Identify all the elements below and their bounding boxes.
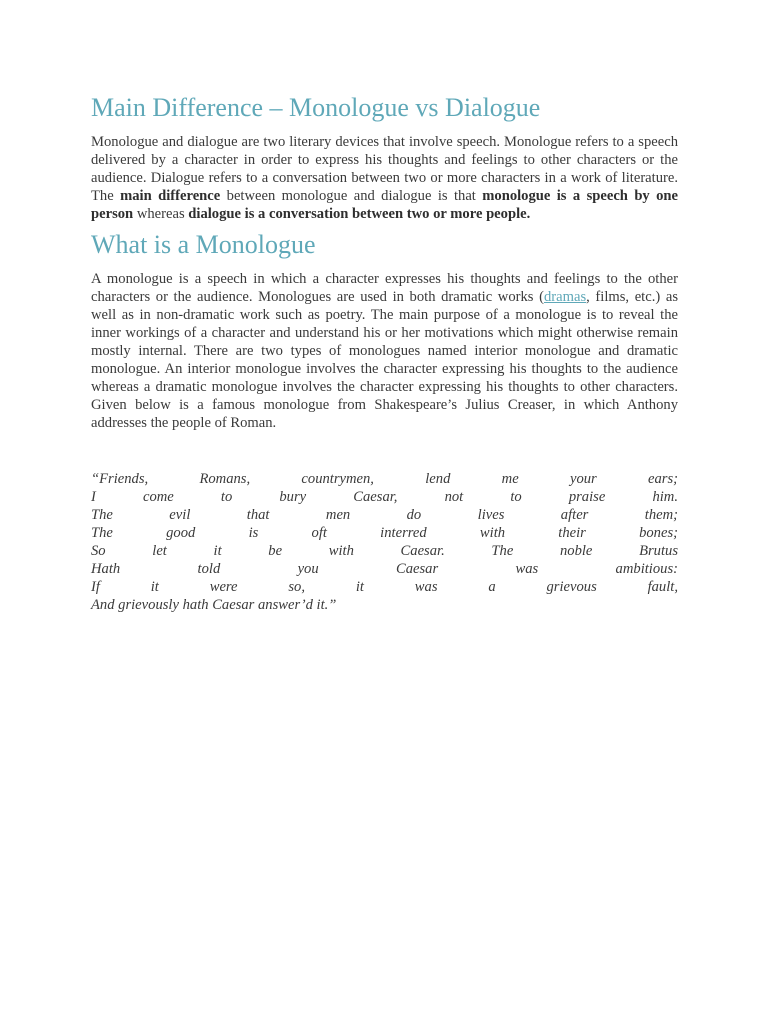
verse-line: The good is oft interred with their bones; (91, 525, 678, 541)
verse-line: Hath told you Caesar was ambitious: (91, 561, 678, 577)
verse-line: So let it be with Caesar. The noble Brutus (91, 543, 678, 559)
intro-bold-1: main difference (120, 188, 221, 204)
intro-text-1: Monologue and dialogue are two literary devices that involve speech. Monologue refers to a speech delivered by a character in order to express his thoughts and feelings to other characters or the audience. Dialogue refers to a conversation between two or more characters in a work of literature. The (91, 134, 678, 204)
section-heading: What is a Monologue (91, 230, 316, 259)
monologue-text-2: , films, etc.) as well as in non-dramatic work such as poetry. The main purpose of a monologue is to reveal the inner workings of a character and understand his or her motivations which might otherwise remain mostly internal. There are two types of monologues named interior monologue and dramatic monologue. An interior monologue involves the character expressing his thoughts to the audience whereas a dramatic monologue involves the character expressing his thoughts to other characters. Given below is a famous monologue from Shakespeare’s Julius Creaser, in which Anthony addresses the people of Roman. (91, 289, 679, 431)
intro-text-2: between monologue and dialogue is that (220, 188, 483, 204)
monologue-text-1: A monologue is a speech in which a character expresses his thoughts and feelings to the other characters or the audience. Monologues are used in both dramatic works ( (91, 271, 678, 305)
dramas-link[interactable]: dramas (543, 289, 587, 305)
intro-paragraph (91, 133, 678, 223)
verse-line: “Friends, Romans, countrymen, lend me your ears; (91, 471, 678, 487)
verse-quote (91, 470, 678, 614)
verse-line: And grievously hath Caesar answer’d it.” (91, 597, 337, 613)
monologue-paragraph (91, 270, 678, 432)
verse-line: I come to bury Caesar, not to praise him. (91, 489, 678, 505)
main-heading: Main Difference – Monologue vs Dialogue (91, 93, 541, 122)
intro-bold-2: monologue is a speech by one person (91, 188, 679, 222)
intro-bold-3: dialogue is a conversation between two or more people. (188, 206, 531, 222)
intro-text-3: whereas (133, 206, 189, 222)
verse-line: If it were so, it was a grievous fault, (91, 579, 678, 595)
document-page (91, 88, 678, 614)
verse-line: The evil that men do lives after them; (91, 507, 678, 523)
